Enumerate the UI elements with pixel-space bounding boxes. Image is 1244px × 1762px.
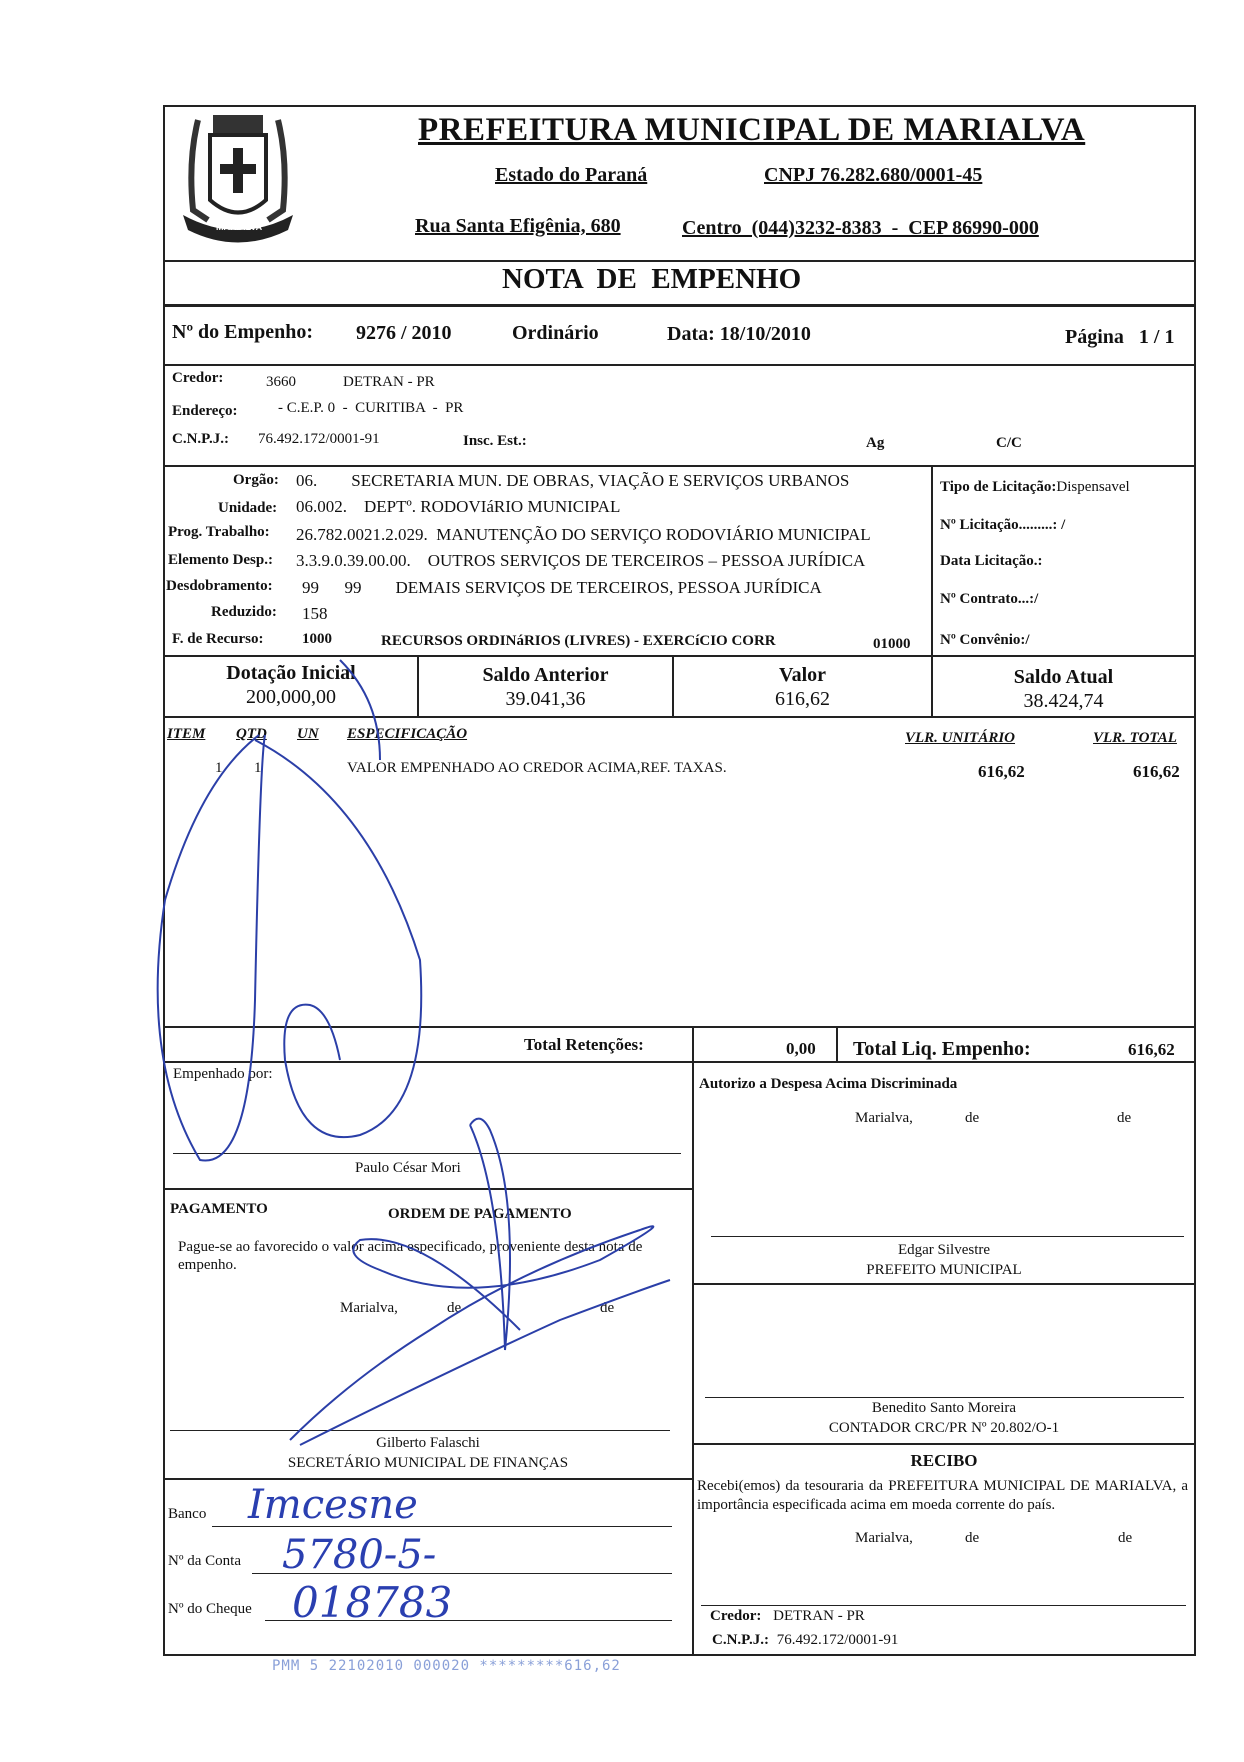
conta-value: 5780-5- — [282, 1532, 437, 1578]
unidade-label: Unidade: — [218, 500, 278, 516]
page-title: PREFEITURA MUNICIPAL DE MARIALVA — [418, 112, 1086, 148]
col-header-qtd: QTD — [236, 726, 267, 742]
credor-name: DETRAN - PR — [343, 374, 435, 390]
numero-licitacao: Nº Licitação.........: / — [940, 517, 1066, 533]
recibo-de-2: de — [1118, 1530, 1133, 1546]
recibo-text: Recebi(emos) da tesouraria da PREFEITURA MUNICIPAL DE MARIALVA, a importância especificada acima em moeda corrente do país. — [697, 1478, 1188, 1513]
col-header-especificacao: ESPECIFICAÇÃO — [347, 726, 468, 742]
endereco-label: Endereço: — [172, 403, 238, 419]
cheque-value: 018783 — [292, 1578, 453, 1627]
municipal-crest-logo — [168, 100, 308, 250]
pagamento-de-2: de — [600, 1300, 615, 1316]
col-header-vlr-unitario: VLR. UNITÁRIO — [905, 730, 1016, 746]
cnpj-label: CNPJ 76.282.680/0001-45 — [764, 164, 983, 186]
saldo-anterior-label: Saldo Anterior — [482, 664, 609, 686]
cheque-label: Nº do Cheque — [168, 1601, 252, 1617]
row-qtd: 1 — [254, 760, 262, 776]
page-number: Página 1 / 1 — [1065, 326, 1175, 348]
document-title: NOTA DE EMPENHO — [502, 263, 802, 295]
contador-name: Benedito Santo Moreira — [871, 1400, 1017, 1416]
banco-value: Imcesne — [248, 1482, 418, 1528]
numero-convenio: Nº Convênio:/ — [940, 632, 1030, 648]
credor-cnpj-label: C.N.P.J.: — [172, 431, 229, 447]
desdobramento-value: 99 99 DEMAIS SERVIÇOS DE TERCEIROS, PESSOA JURÍDICA — [302, 578, 822, 597]
empenhado-por-label: Empenhado por: — [173, 1066, 273, 1082]
reduzido-value: 158 — [302, 604, 328, 623]
fonte-recurso-value: 1000 — [302, 631, 332, 647]
contador-role: CONTADOR CRC/PR Nº 20.802/O-1 — [828, 1420, 1060, 1436]
prefeito-name: Edgar Silvestre — [897, 1242, 991, 1258]
conta-corrente-label: C/C — [996, 435, 1022, 451]
empenho-type: Ordinário — [512, 322, 599, 344]
empenho-number-value: 9276 / 2010 — [356, 322, 452, 344]
agencia-label: Ag — [866, 435, 885, 451]
total-retencoes-value: 0,00 — [786, 1039, 816, 1058]
crest-banner-text: MARIALVA — [216, 222, 263, 232]
secretario-name: Gilberto Falaschi — [376, 1435, 480, 1451]
prefeito-role: PREFEITO MUNICIPAL — [866, 1262, 1022, 1278]
orgao-value: 06. SECRETARIA MUN. DE OBRAS, VIAÇÃO E SERVIÇOS URBANOS — [296, 471, 850, 490]
recibo-credor-value: DETRAN - PR — [773, 1608, 865, 1624]
saldo-atual-value: 38.424,74 — [1023, 690, 1104, 712]
credor-label: Credor: — [172, 370, 224, 386]
dotacao-inicial-label: Dotação Inicial — [226, 662, 356, 684]
valor-label: Valor — [778, 664, 827, 686]
empenhado-por-name: Paulo César Mori — [355, 1160, 461, 1176]
pagamento-place: Marialva, — [340, 1300, 398, 1316]
dotacao-inicial-value: 200,000,00 — [246, 686, 336, 708]
credor-cnpj-value: 76.492.172/0001-91 — [258, 431, 380, 447]
endereco-value: - C.E.P. 0 - CURITIBA - PR — [278, 400, 464, 416]
elemento-value: 3.3.9.0.39.00.00. OUTROS SERVIÇOS DE TERCEIROS – PESSOA JURÍDICA — [296, 551, 866, 570]
address-rest-label: Centro (044)3232-8383 - CEP 86990-000 — [682, 217, 1039, 239]
row-unit: 616,62 — [978, 762, 1025, 781]
tipo-licitacao-label: Tipo de Licitação: — [940, 479, 1057, 495]
fonte-recurso-desc: RECURSOS ORDINáRIOS (LIVRES) - EXERCíCIO CORR — [381, 633, 776, 649]
prog-trabalho-label: Prog. Trabalho: — [168, 524, 270, 540]
data-licitacao: Data Licitação.: — [940, 553, 1043, 569]
row-total: 616,62 — [1133, 762, 1180, 781]
recibo-de-1: de — [965, 1530, 980, 1546]
empenho-number-label: Nº do Empenho: — [172, 321, 314, 343]
fonte-recurso-label: F. de Recurso: — [172, 631, 264, 647]
banco-label: Banco — [168, 1506, 207, 1522]
autorizo-de-1: de — [965, 1110, 980, 1126]
elemento-label: Elemento Desp.: — [168, 552, 273, 568]
state-label: Estado do Paraná — [495, 164, 648, 186]
conta-label: Nº da Conta — [168, 1553, 241, 1569]
total-liq-label: Total Liq. Empenho: — [853, 1038, 1031, 1060]
desdobramento-label: Desdobramento: — [166, 578, 273, 594]
autorizo-de-2: de — [1117, 1110, 1132, 1126]
pagamento-de-1: de — [447, 1300, 462, 1316]
unidade-value: 06.002. DEPTº. RODOVIáRIO MUNICIPAL — [296, 497, 621, 516]
orgao-label: Orgão: — [233, 472, 279, 488]
ordem-pagamento-label: ORDEM DE PAGAMENTO — [388, 1206, 572, 1222]
row-desc: VALOR EMPENHADO AO CREDOR ACIMA,REF. TAXAS. — [347, 760, 727, 776]
recibo-label: RECIBO — [910, 1451, 978, 1470]
tipo-licitacao-value: Dispensavel — [1056, 479, 1130, 495]
saldo-atual-label: Saldo Atual — [1013, 666, 1114, 688]
row-item: 1 — [215, 760, 223, 776]
fonte-recurso-code: 01000 — [873, 636, 911, 652]
credor-code: 3660 — [266, 374, 296, 390]
empenho-date: Data: 18/10/2010 — [667, 323, 811, 345]
recibo-cnpj-label: C.N.P.J.: — [712, 1632, 769, 1648]
total-liq-value: 616,62 — [1128, 1040, 1175, 1059]
insc-est-label: Insc. Est.: — [463, 433, 527, 449]
numero-contrato: Nº Contrato...:/ — [940, 591, 1039, 607]
col-header-un: UN — [297, 726, 319, 742]
bank-stamp: PMM 5 22102010 000020 *********616,62 — [272, 1658, 621, 1674]
col-header-item: ITEM — [167, 726, 206, 742]
autorizo-label: Autorizo a Despesa Acima Discriminada — [699, 1076, 958, 1092]
reduzido-label: Reduzido: — [211, 604, 277, 620]
valor-value: 616,62 — [775, 688, 830, 710]
secretario-role: SECRETÁRIO MUNICIPAL DE FINANÇAS — [287, 1455, 569, 1471]
recibo-cnpj-value: 76.492.172/0001-91 — [776, 1632, 899, 1648]
pagamento-label: PAGAMENTO — [170, 1201, 268, 1217]
prog-trabalho-value: 26.782.0021.2.029. MANUTENÇÃO DO SERVIÇO RODOVIÁRIO MUNICIPAL — [296, 525, 871, 544]
autorizo-place: Marialva, — [855, 1110, 913, 1126]
col-header-vlr-total: VLR. TOTAL — [1093, 730, 1177, 746]
total-retencoes-label: Total Retenções: — [524, 1035, 644, 1054]
address-label: Rua Santa Efigênia, 680 — [415, 215, 621, 237]
recibo-place: Marialva, — [855, 1530, 913, 1546]
saldo-anterior-value: 39.041,36 — [505, 688, 586, 710]
recibo-credor-label: Credor: — [710, 1608, 762, 1624]
pagamento-text: Pague-se ao favorecido o valor acima especificado, proveniente desta nota de empenho. — [178, 1239, 643, 1273]
